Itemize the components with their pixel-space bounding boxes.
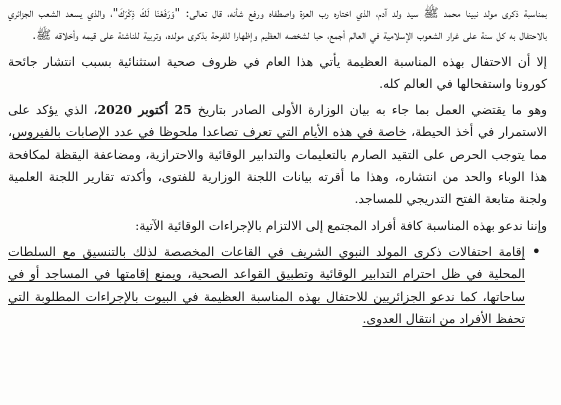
statement-rest: ، مما يتوجب الحرص على التقيد الصارم بالتعليمات والتدابير الوقائية والاحترازية، ومضاعفة اليقظة لمكافحة هذا الوباء والحد من انتشاره، وهذا ما أقرته بيانات اللجنة الوزارية للفتوى، وأكدته تقارير اللجنة العلمية ولجنة متابعة الفتح التدريجي للمساجد. (8, 124, 547, 207)
statement-lead: وهو ما يقتضي العمل بما جاء به بيان الوزارة الأولى الصادر بتاريخ (191, 102, 547, 118)
document-body (8, 2, 547, 330)
paragraph-pandemic: إلا أن الاحتفال بهذه المناسبة العظيمة يأتي هذا العام في ظروف صحية استثنائية بسبب انتشار جائحة كورونا واستفحالها في العالم كله. (8, 53, 547, 91)
statement-emphasis: خاصة في هذه الأيام التي تعرف تصاعدا ملحوظا في عدد الإصابات بالفيروس (12, 124, 407, 140)
measure-item-text: إقامة احتفالات ذكرى المولد النبوي الشريف في القاعات المخصصة لذلك بالتنسيق مع السلطات المحلية في ظل احترام التدابير الوقائية وتطبيق القواعد الصحية، ويمنع إقامتها في المساجد أو في ساحاتها، كما ندعو الجزائريين للاحتفال بهذه المناسبة العظيمة في البيوت بالإجراءات المطلوبة التي تحفظ الأفراد من انتقال العدوى. (8, 243, 525, 326)
measures-list (8, 241, 547, 330)
paragraph-statement (8, 99, 547, 210)
statement-date: 25 أكتوبر 2020 (97, 102, 192, 118)
measure-item (8, 241, 525, 330)
paragraph-intro: بمناسبة ذكرى مولد نبينا محمد ﷺ سيد ولد آدم، الذي اختاره رب العزة واصطفاه ورفع شأنه، قال تعالى: "وَرَفَعْنَا لَكَ ذِكْرَكَ"، والذي يسعد الشعب الجزائري بالاحتفال به كل سنة على غرار الشعوب الإسلامية في العالم أجمع، حبا لشخصه العظيم وإظهارا للفرحة بذكرى مولده، وتربية للناشئة على قيمه وأخلاقه ﷺ. (8, 5, 547, 43)
statement-continuation: ، الذي يؤكد على الاستمرار في أخذ الحيطة، (8, 102, 547, 140)
paragraph-call: وإننا ندعو بهذه المناسبة كافة أفراد المجتمع إلى الالتزام بالإجراءات الوقائية الآتية: (135, 217, 547, 233)
